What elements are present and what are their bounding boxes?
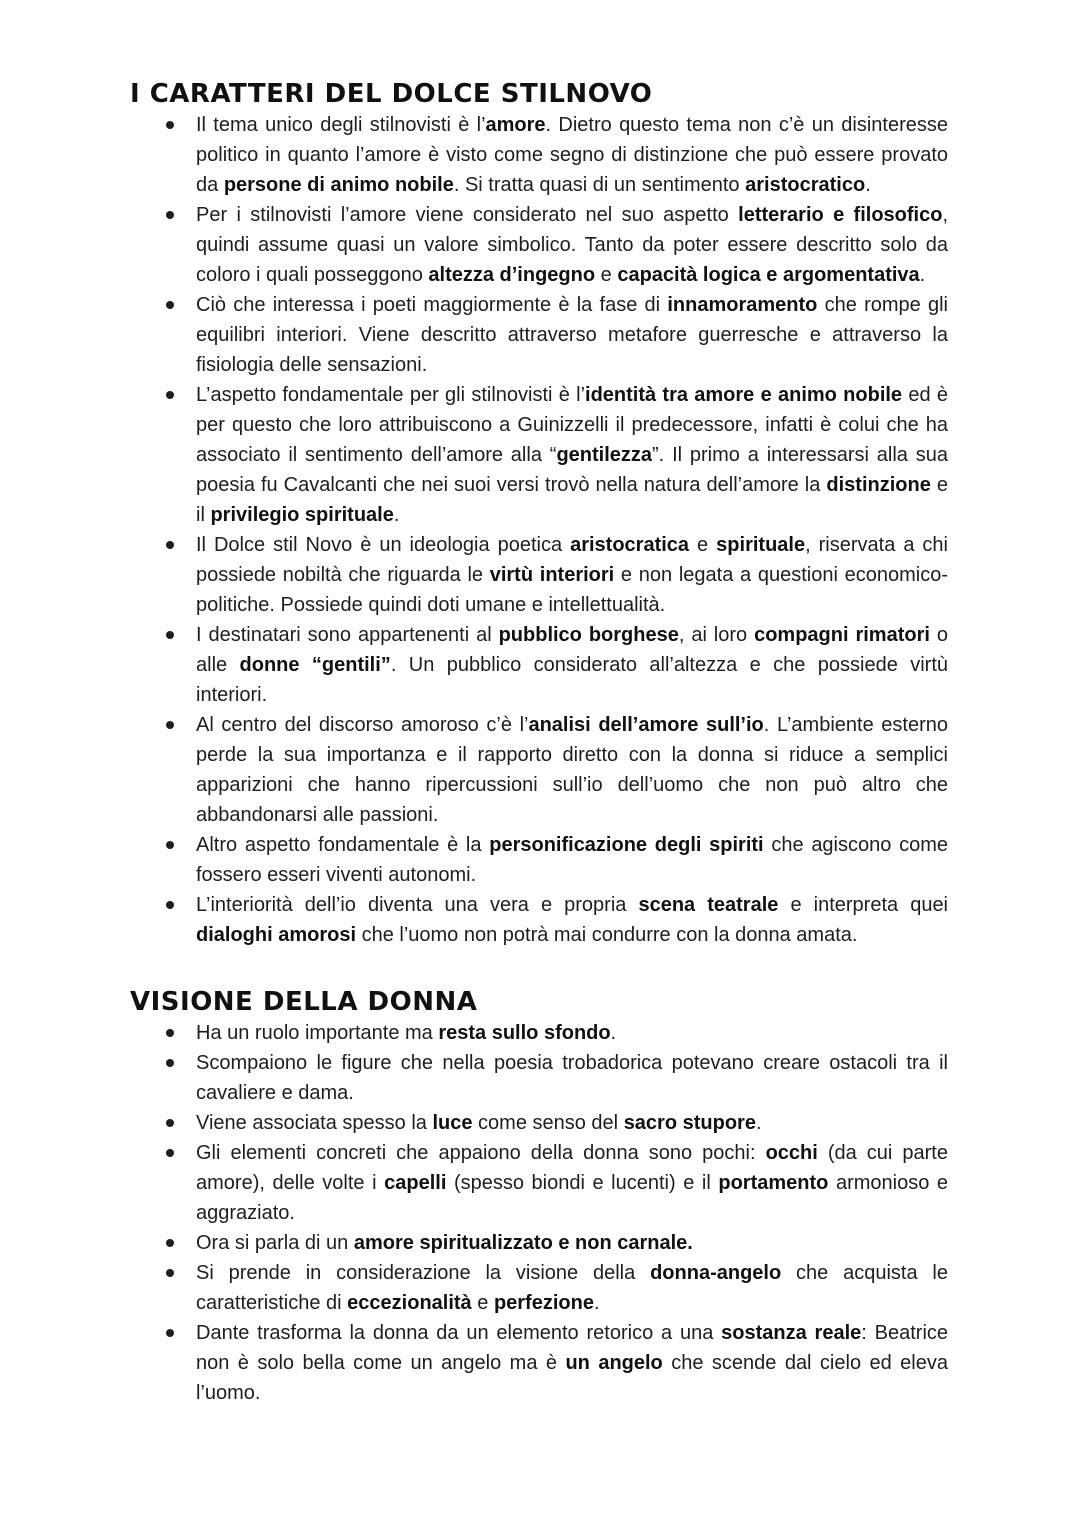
text-run: (da cui parte amore), delle volte i xyxy=(196,1142,948,1194)
section-title: VISIONE DELLA DONNA xyxy=(130,987,478,1017)
text-run: e interpreta quei xyxy=(778,894,949,916)
bold-text: perfezione xyxy=(493,1292,594,1314)
bold-text: pubblico borghese xyxy=(498,624,679,646)
text-run: Ora si parla di un xyxy=(196,1232,354,1254)
document-page xyxy=(130,78,948,1408)
text-run: (spesso biondi e lucenti) e il xyxy=(446,1172,719,1194)
bullet-list xyxy=(130,1018,948,1408)
text-run: Ciò che interessa i poeti maggiormente è la fase di xyxy=(196,294,668,316)
bold-text: letterario e filosofico xyxy=(738,204,943,226)
text-run: : Beatrice non è solo bella come un angelo ma è xyxy=(196,1322,949,1374)
bold-text: gentilezza xyxy=(556,444,653,466)
text-run: . xyxy=(919,264,926,286)
bold-text: occhi xyxy=(765,1142,818,1164)
bold-text: persone di animo nobile xyxy=(223,174,454,196)
bold-text: altezza d’ingegno xyxy=(428,264,596,286)
text-run: . Un pubblico considerato all’altezza e che possiede virtù interiori. xyxy=(196,654,948,706)
bold-text: spirituale xyxy=(716,534,806,556)
bold-text: innamoramento xyxy=(667,294,818,316)
text-run: , riservata a chi possiede nobiltà che riguarda le xyxy=(196,534,948,586)
text-run: . Si tratta quasi di un sentimento xyxy=(453,174,746,196)
list-item xyxy=(130,290,948,380)
text-run: Dante trasforma la donna da un elemento retorico a una xyxy=(196,1322,722,1344)
text-run: . L’ambiente esterno perde la sua importanza e il rapporto diretto con la donna si riduce a semplici apparizioni che hanno ripercussioni sull’io dell’uomo che non può altro che abbandonarsi alle passioni. xyxy=(196,714,949,826)
text-run: Gli elementi concreti che appaiono della donna sono pochi: xyxy=(196,1142,766,1164)
text-run: o alle xyxy=(196,624,948,676)
list-item xyxy=(130,620,948,710)
text-run: che acquista le caratteristiche di xyxy=(196,1262,948,1314)
list-item xyxy=(130,110,948,200)
text-run: armonioso e aggraziato. xyxy=(196,1172,949,1224)
text-run: I destinatari sono appartenenti al xyxy=(196,624,499,646)
text-run: . xyxy=(393,504,400,526)
bold-text: capacità logica e argomentativa xyxy=(617,264,920,286)
bullet-list xyxy=(130,110,948,950)
text-run: Si prende in considerazione la visione della xyxy=(196,1262,651,1284)
text-run: e non legata a questioni economico-politiche. Possiede quindi doti umane e intellettualità. xyxy=(196,564,948,616)
text-run: . Dietro questo tema non c’è un disinteresse politico in quanto l’amore è visto come segno di distinzione che può essere provato da xyxy=(196,114,949,196)
bold-text: luce xyxy=(432,1112,473,1134)
text-run: Altro aspetto fondamentale è la xyxy=(196,834,490,856)
list-item xyxy=(130,1108,948,1138)
text-run: e xyxy=(471,1292,494,1314)
text-run: . xyxy=(593,1292,600,1314)
section-title: I CARATTERI DEL DOLCE STILNOVO xyxy=(130,79,653,109)
list-item xyxy=(130,1318,948,1408)
list-item xyxy=(130,1258,948,1318)
bold-text: donne “gentili” xyxy=(239,654,391,676)
bold-text: portamento xyxy=(718,1172,829,1194)
bold-text: capelli xyxy=(384,1172,447,1194)
list-item xyxy=(130,530,948,620)
section-caratteri xyxy=(130,78,948,950)
bold-text: analisi dell’amore sull’io xyxy=(528,714,764,736)
bold-text: eccezionalità xyxy=(347,1292,472,1314)
list-item xyxy=(130,1018,948,1048)
text-run: come senso del xyxy=(472,1112,624,1134)
text-run: ed è per questo che loro attribuiscono a Guinizzelli il predecessore, infatti è colui che ha associato il sentimento dell’amore alla “ xyxy=(196,384,948,466)
text-run: che agiscono come fossero esseri viventi autonomi. xyxy=(196,834,948,886)
text-run: . xyxy=(610,1022,617,1044)
text-run: Viene associata spesso la xyxy=(196,1112,433,1134)
bold-text: virtù interiori xyxy=(489,564,615,586)
bold-text: sostanza reale xyxy=(721,1322,862,1344)
bold-text: un angelo xyxy=(565,1352,663,1374)
bold-text: amore spiritualizzato e non carnale. xyxy=(353,1232,693,1254)
text-run: ”. Il primo a interessarsi alla sua poesia fu Cavalcanti che nei suoi versi trovò nella natura dell’amore la xyxy=(196,444,948,496)
bold-text: amore xyxy=(485,114,546,136)
text-run: Per i stilnovisti l’amore viene considerato nel suo aspetto xyxy=(196,204,739,226)
bold-text: distinzione xyxy=(826,474,931,496)
section-visione-donna xyxy=(130,986,948,1408)
list-item xyxy=(130,200,948,290)
bold-text: privilegio spirituale xyxy=(210,504,394,526)
bold-text: scena teatrale xyxy=(638,894,779,916)
bold-text: aristocratico xyxy=(745,174,866,196)
list-item xyxy=(130,890,948,950)
list-item xyxy=(130,1228,948,1258)
bold-text: identità tra amore e animo nobile xyxy=(585,384,903,406)
list-item xyxy=(130,1138,948,1228)
bold-text: sacro stupore xyxy=(623,1112,756,1134)
text-run: Il tema unico degli stilnovisti è l’ xyxy=(196,114,486,136)
text-run: che rompe gli equilibri interiori. Viene descritto attraverso metafore guerresche e attraverso la fisiologia delle sensazioni. xyxy=(196,294,949,376)
bold-text: dialoghi amorosi xyxy=(196,924,357,946)
text-run: Ha un ruolo importante ma xyxy=(196,1022,439,1044)
text-run: Il Dolce stil Novo è un ideologia poetica xyxy=(196,534,571,556)
text-run: L’interiorità dell’io diventa una vera e propria xyxy=(196,894,639,916)
text-run: e xyxy=(595,264,618,286)
text-run: , ai loro xyxy=(678,624,755,646)
list-item xyxy=(130,710,948,830)
text-run: , quindi assume quasi un valore simbolico. Tanto da poter essere descritto solo da coloro i quali posseggono xyxy=(196,204,948,286)
text-run: . xyxy=(755,1112,762,1134)
list-item xyxy=(130,830,948,890)
text-run: che l’uomo non potrà mai condurre con la donna amata. xyxy=(356,924,858,946)
bold-text: personificazione degli spiriti xyxy=(489,834,764,856)
text-run: L’aspetto fondamentale per gli stilnovisti è l’ xyxy=(196,384,586,406)
text-run: Al centro del discorso amoroso c’è l’ xyxy=(196,714,529,736)
text-run: e xyxy=(689,534,717,556)
bold-text: compagni rimatori xyxy=(754,624,930,646)
text-run: e il xyxy=(196,474,948,526)
bold-text: donna-angelo xyxy=(650,1262,782,1284)
bold-text: aristocratica xyxy=(570,534,690,556)
text-run: Scompaiono le figure che nella poesia trobadorica potevano creare ostacoli tra il cavaliere e dama. xyxy=(196,1052,948,1104)
list-item xyxy=(130,1048,948,1108)
bold-text: resta sullo sfondo xyxy=(438,1022,611,1044)
text-run: che scende dal cielo ed eleva l’uomo. xyxy=(196,1352,948,1404)
text-run: . xyxy=(865,174,871,196)
list-item xyxy=(130,380,948,530)
